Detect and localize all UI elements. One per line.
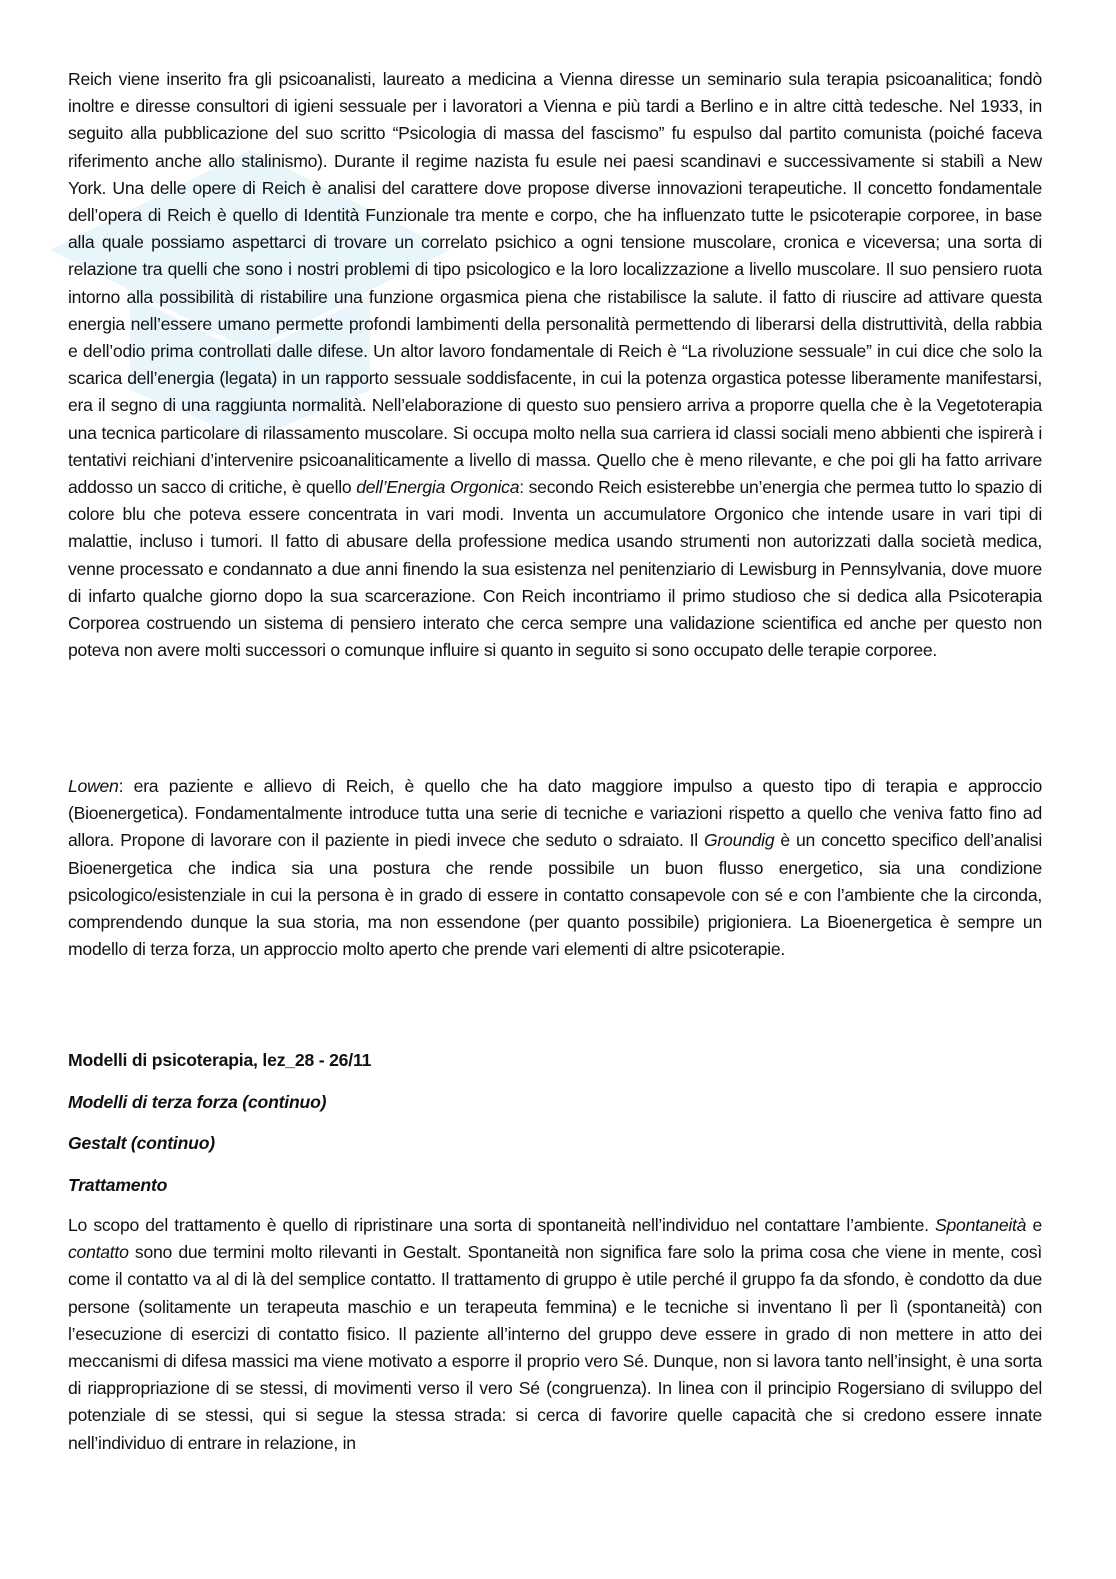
lesson-heading: Modelli di psicoterapia, lez_28 - 26/11: [68, 1050, 372, 1070]
paragraph-reich-text-after: : secondo Reich esisterebbe un’energia che permea tutto lo spazio di colore blu che poteva essere concentrata in vari modi. Inventa un accumulatore Orgonico che intende usare in vari tipi di malattie, incluso i tumori. Il fatto di abusare della professione medica usando strumenti non autorizzati dalla società medica, venne processato e condannato a due anni finendo la sua esistenza nel penitenziario di Lewisburg in Pennsylvania, dove muore di infarto qualche giorno dopo la sua scarcerazione. Con Reich incontriamo il primo studioso che si dedica alla Psicoterapia Corporea costruendo un sistema di pensiero interato che cerca sempre una validazione scientifica ed anche per questo non poteva non avere molti successori o comunque influire si quanto in seguito si sono occupato delle terapie corporee.: [68, 477, 1043, 661]
subsection-heading-treatment: Trattamento: [68, 1175, 168, 1195]
connector-word: e: [1032, 1215, 1043, 1235]
paragraph-reich: [68, 66, 1042, 664]
lowen-name: Lowen: [68, 776, 119, 796]
spontaneita-term: Spontaneità: [935, 1215, 1027, 1235]
energia-orgonica-term: dell’Energia Orgonica: [356, 477, 520, 498]
paragraph-reich-text: Reich viene inserito fra gli psicoanalisti, laureato a medicina a Vienna diresse un seminario sula terapia psicoanalitica; fondò inoltre e diresse consultori di igieni sessuale per i lavoratori a Vienna e più tardi a Berlino e in altre città tedesche. Nel 1933, in seguito alla pubblicazione del suo scritto “Psicologia di massa del fascismo” fu espulso dal partito comunista (poiché faceva riferimento anche allo stalinismo). Durante il regime nazista fu esule nei paesi scandinavi e successivamente si stabilì a New York. Una delle opere di Reich è analisi del carattere dove propose diverse innovazioni terapeutiche. Il concetto fondamentale dell’opera di Reich è quello di Identità Funzionale tra mente e corpo, che ha influenzato tutte le psicoterapie corporee, in base alla quale possiamo aspettarci di trovare un correlato psichico a ogni tensione muscolare, cronica e viceversa; una sorta di relazione tra quelli che sono i nostri problemi di tipo psicologico e la loro localizzazione a livello muscolare. Il suo pensiero ruota intorno alla possibilità di ristabilire una funzione orgasmica piena che ristabilisce la salute. il fatto di riuscire ad attivare questa energia nell’essere umano permette profondi lambimenti della personalità permettendo di liberarsi della distruttività, della rabbia e dell’odio prima controllati dalle difese. Un altor lavoro fondamentale di Reich è “La rivoluzione sessuale” in cui dice che solo la scarica dell’energia (legata) in un rapporto sessuale soddisfacente, in cui la potenza orgastica potesse liberamente manifestarsi, era il segno di una raggiunta normalità. Nell’elaborazione di questo suo pensiero arriva a proporre quella che è la Vegetoterapia una tecnica particolare di rilassamento muscolare. Si occupa molto nella sua carriera id classi sociali meno abbienti che ispirerà i tentativi reichiani d’intervenire psicoanaliticamente a livello di massa. Quello che è meno rilevante, e che poi gli ha fatto arrivare addosso un sacco di critiche, è quello: [68, 69, 1042, 498]
subsection-heading-gestalt: Gestalt (continuo): [68, 1133, 215, 1153]
section-heading-models: Modelli di terza forza (continuo): [68, 1092, 327, 1112]
paragraph-lowen-text-after: è un concetto specifico dell’analisi Bioenergetica che indica sia una postura che rende possibile un buon flusso energetico, sia una condizione psicologico/esistenziale in cui la persona è in grado di essere in contatto consapevole con sé e con l’ambiente che la circonda, comprendendo dunque la sua storia, ma non essendone (per quanto possibile) prigioniera. La Bioenergetica è sempre un modello di terza forza, un approccio molto aperto che prende vari elementi di altre psicoterapie.: [68, 830, 1043, 960]
groundig-term: Groundig: [704, 830, 775, 851]
paragraph-treatment-text: Lo scopo del trattamento è quello di ripristinare una sorta di spontaneità nell’individuo nel contattare l’ambiente.: [68, 1215, 929, 1235]
paragraph-treatment-text-after: sono due termini molto rilevanti in Gestalt. Spontaneità non significa fare solo la prima cosa che viene in mente, così come il contatto va al di là del semplice contatto. Il trattamento di gruppo è utile perché il gruppo fa da sfondo, è condotto da due persone (solitamente un terapeuta maschio e un terapeuta femmina) e le tecniche si inventano lì per lì (spontaneità) con l’esecuzione di esercizi di contatto fisico. Il paziente all’interno del gruppo deve essere in grado di non mettere in atto dei meccanismi di difesa massici ma viene motivato a esporre il proprio vero Sé. Dunque, non si lavora tanto nell’insight, è una sorta di riappropriazione di se stessi, di movimenti verso il vero Sé (congruenza). In linea con il principio Rogersiano di sviluppo del potenziale di se stessi, qui si segue la stessa strada: si cerca di favorire quelle capacità che si credono essere innate nell’individuo di entrare in relazione, in: [68, 1242, 1042, 1453]
paragraph-lowen: [68, 773, 1042, 963]
paragraph-lowen-text: : era paziente e allievo di Reich, è quello che ha dato maggiore impulso a questo tipo di terapia e approccio (Bioenergetica). Fondamentalmente introduce tutta una serie di tecniche e variazioni rispetto a quello che veniva fatto fino ad allora. Propone di lavorare con il paziente in piedi invece che seduto o sdraiato. Il: [68, 776, 1042, 851]
contatto-term: contatto: [68, 1242, 129, 1263]
paragraph-treatment: [68, 1212, 1042, 1457]
